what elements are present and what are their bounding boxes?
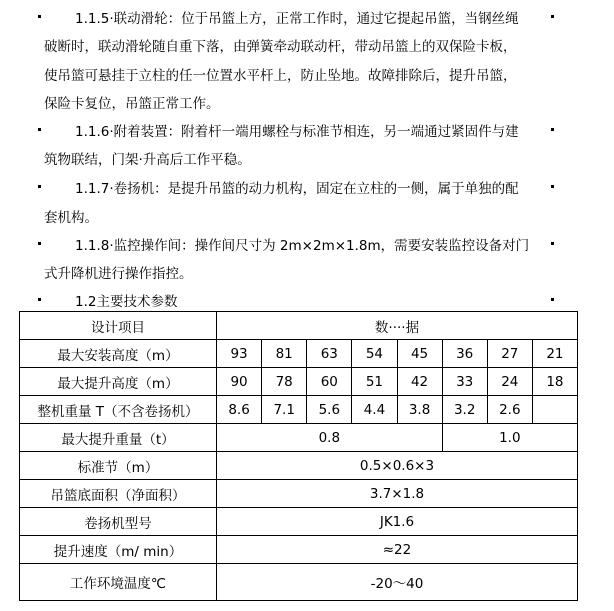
table-cell: 提升速度（m/ min） <box>20 536 217 564</box>
table-row <box>20 424 578 452</box>
table-cell: 63 <box>307 340 352 368</box>
table-row <box>20 508 578 536</box>
paragraph-line: 破断时，联动滑轮随自重下落，由弹簧牵动联动杆，带动吊篮上的双保险卡板， <box>44 39 517 55</box>
paragraph-line: 1.1.6·附着装置：附着杆一端用螺栓与标准节相连，另一端通过紧固件与建 <box>75 124 519 140</box>
paragraph-line: 保险卡复位，吊篮正常工作。 <box>44 96 220 112</box>
table-cell: 最大提升高度（m） <box>20 368 217 396</box>
table-row <box>20 452 578 480</box>
paragraph-mark-icon <box>38 15 41 18</box>
table-cell: 27 <box>487 340 532 368</box>
table-cell: 51 <box>352 368 397 396</box>
table-row <box>20 312 578 340</box>
paragraph-mark-icon <box>38 128 41 131</box>
table-cell: 0.8 <box>217 424 443 452</box>
table-cell: 42 <box>397 368 442 396</box>
table-cell: 18 <box>532 368 577 396</box>
table-cell: 4.4 <box>352 396 397 424</box>
table-row <box>20 480 578 508</box>
table-cell: 最大提升重量（t） <box>20 424 217 452</box>
table-cell: 54 <box>352 340 397 368</box>
table-cell: -20～40 <box>217 564 578 601</box>
table-cell: 7.1 <box>262 396 307 424</box>
table-row <box>20 536 578 564</box>
table-cell: 吊篮底面积（净面积） <box>20 480 217 508</box>
paragraph-mark-icon <box>38 298 41 301</box>
paragraph-mark-icon <box>551 15 554 18</box>
table-row <box>20 368 578 396</box>
table-cell: 整机重量 T（不含卷扬机） <box>20 396 217 424</box>
table-cell: 工作环境温度℃ <box>20 564 217 601</box>
paragraph-line: 使吊篮可悬挂于立柱的任一位置水平杆上，防止坠地。故障排除后，提升吊篮， <box>44 68 517 84</box>
tech-params-table <box>19 311 578 601</box>
paragraph-mark-icon <box>551 242 554 245</box>
paragraph-line: 1.1.5·联动滑轮：位于吊篮上方，正常工作时，通过它提起吊篮，当钢丝绳 <box>75 11 519 27</box>
paragraph-mark-icon <box>38 185 41 188</box>
table-cell: 3.8 <box>397 396 442 424</box>
table-cell: 21 <box>532 340 577 368</box>
paragraph-line: 1.1.7·卷扬机：是提升吊篮的动力机构，固定在立柱的一侧，属于单独的配 <box>75 181 519 197</box>
paragraph-mark-icon <box>551 185 554 188</box>
table-cell: 33 <box>442 368 487 396</box>
table-cell: 设计项目 <box>20 312 217 340</box>
paragraph-line: 1.1.8·监控操作间：操作间尺寸为 2m×2m×1.8m，需要安装监控设备对门 <box>75 238 530 254</box>
table-cell: 60 <box>307 368 352 396</box>
table-cell: 最大安装高度（m） <box>20 340 217 368</box>
table-cell: 标准节（m） <box>20 452 217 480</box>
table-cell: 1.0 <box>442 424 577 452</box>
table-row <box>20 564 578 601</box>
table-row <box>20 340 578 368</box>
table-cell: 0.5×0.6×3 <box>217 452 578 480</box>
table-cell: 81 <box>262 340 307 368</box>
paragraph-mark-icon <box>38 242 41 245</box>
table-cell: 8.6 <box>217 396 262 424</box>
paragraph-mark-icon <box>551 128 554 131</box>
table-cell: 93 <box>217 340 262 368</box>
paragraph-line: 套机构。 <box>44 210 98 226</box>
paragraph-line: 式升降机进行操作指控。 <box>44 266 193 282</box>
table-cell: 3.2 <box>442 396 487 424</box>
table-cell: 24 <box>487 368 532 396</box>
paragraph-line: 1.2主要技术参数 <box>75 294 178 310</box>
table-cell: 78 <box>262 368 307 396</box>
paragraph-mark-icon <box>551 298 554 301</box>
table-cell: 3.7×1.8 <box>217 480 578 508</box>
table-cell: JK1.6 <box>217 508 578 536</box>
table-cell: 2.6 <box>487 396 532 424</box>
table-cell: 数····据 <box>217 312 578 340</box>
table-cell: 36 <box>442 340 487 368</box>
table-cell: 90 <box>217 368 262 396</box>
table-cell: 5.6 <box>307 396 352 424</box>
table-cell <box>532 396 577 424</box>
paragraph-line: 筑物联结，门架·升高后工作平稳。 <box>44 152 251 168</box>
table-row <box>20 396 578 424</box>
table-cell: 45 <box>397 340 442 368</box>
table-cell: ≈22 <box>217 536 578 564</box>
table-cell: 卷扬机型号 <box>20 508 217 536</box>
